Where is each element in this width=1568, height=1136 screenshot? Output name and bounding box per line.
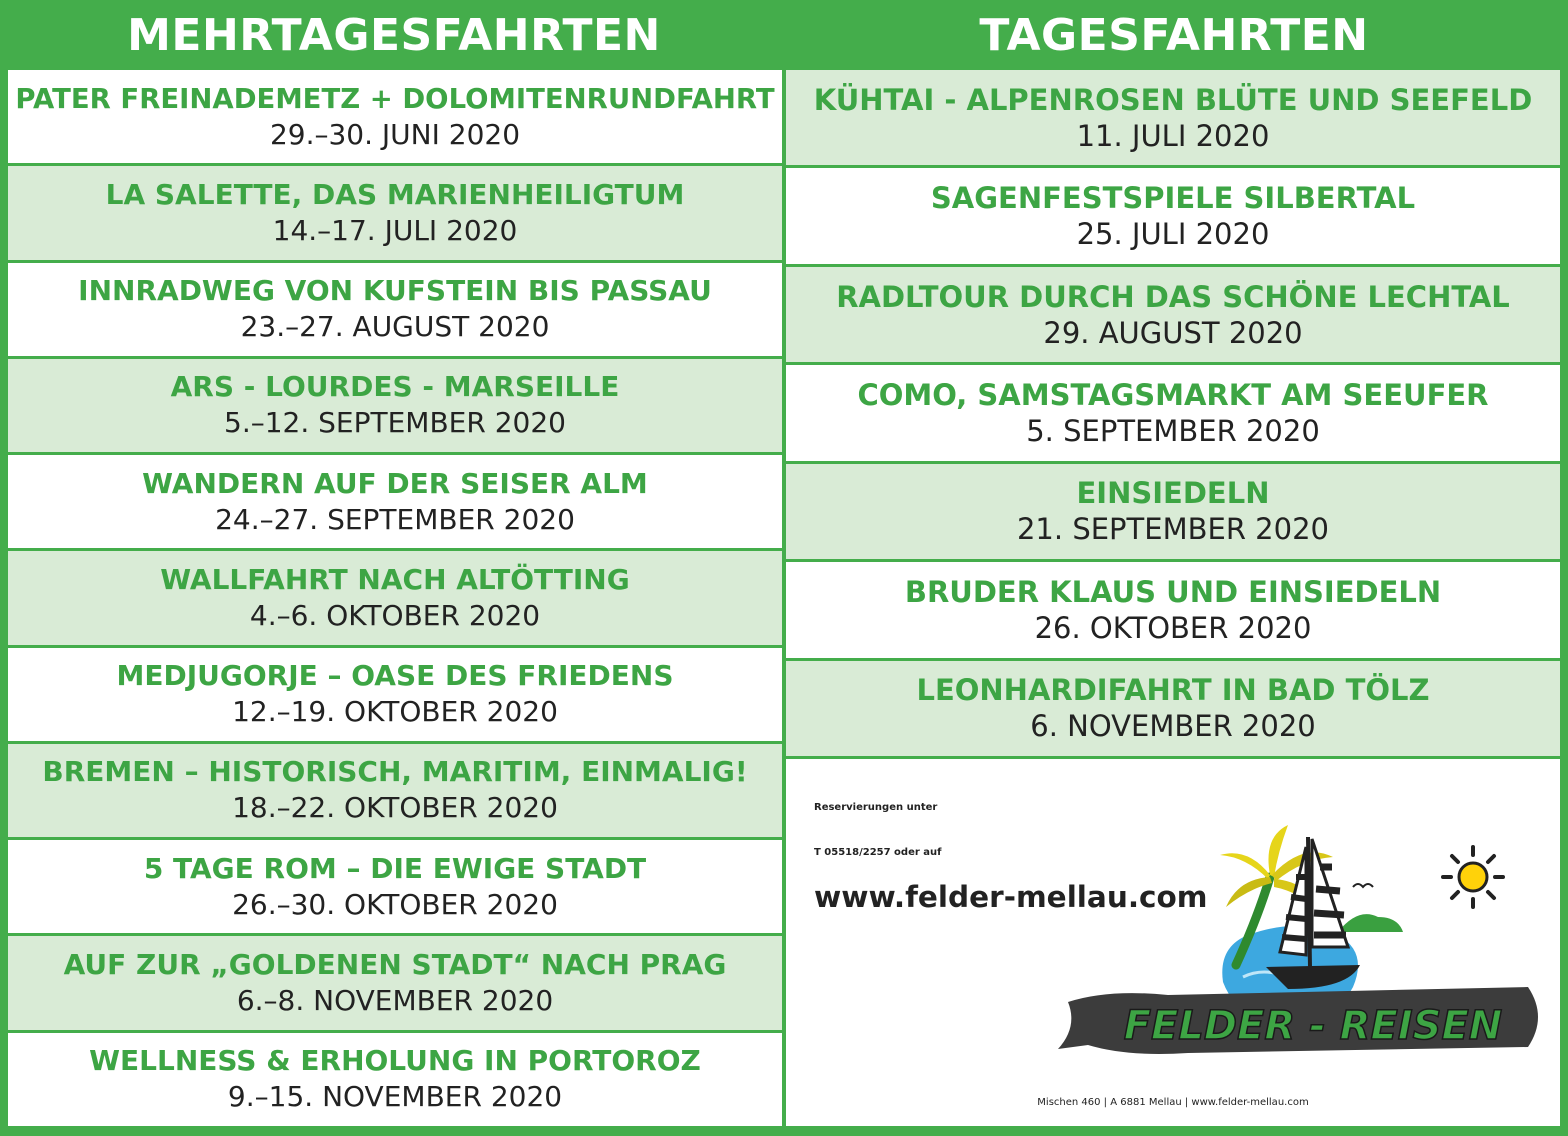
multi-day-trips-list (8, 70, 782, 1126)
trip-date: 6. NOVEMBER 2020 (1030, 709, 1316, 744)
trip-title: BRUDER KLAUS UND EINSIEDELN (904, 574, 1442, 609)
trip-date: 26. OKTOBER 2020 (1034, 610, 1312, 645)
trip-title: ARS - LOURDES - MARSEILLE (170, 370, 620, 404)
trip-title: WANDERN AUF DER SEISER ALM (142, 466, 648, 500)
day-trips-heading: TAGESFAHRTEN (979, 9, 1369, 61)
trip-date: 5. SEPTEMBER 2020 (1026, 413, 1320, 448)
trip-title: KÜHTAI - ALPENROSEN BLÜTE UND SEEFELD (813, 82, 1533, 117)
trip-date: 25. JULI 2020 (1076, 217, 1270, 252)
trip-title: INNRADWEG VON KUFSTEIN BIS PASSAU (78, 274, 712, 308)
day-trip-item (786, 267, 1560, 362)
trip-date: 14.–17. JULI 2020 (272, 213, 518, 247)
trip-title: PATER FREINADEMETZ + DOLOMITENRUNDFAHRT (15, 82, 775, 115)
website-link[interactable]: www.felder-mellau.com (814, 880, 1208, 914)
trip-date: 21. SEPTEMBER 2020 (1016, 512, 1329, 547)
multi-day-trip-item (8, 936, 782, 1029)
day-trip-item (786, 464, 1560, 559)
multi-day-trip-item (8, 1033, 782, 1126)
multi-day-trip-item (8, 166, 782, 259)
multi-day-trip-item (8, 455, 782, 548)
trip-date: 18.–22. OKTOBER 2020 (232, 791, 558, 825)
day-trip-item (786, 168, 1560, 263)
multi-day-trip-item (8, 551, 782, 644)
phone-line: T 05518/2257 oder auf (814, 847, 942, 858)
address-footer: Mischen 460 | A 6881 Mellau | www.felder-mellau.com (1037, 1097, 1309, 1108)
multi-day-trip-item (8, 263, 782, 356)
day-trips-list (786, 70, 1560, 756)
multi-day-trip-item (8, 359, 782, 452)
trip-title: AUF ZUR „GOLDENEN STADT“ NACH PRAG (63, 948, 727, 982)
trip-date: 11. JULI 2020 (1076, 118, 1270, 153)
multi-day-trip-item (8, 70, 782, 163)
trip-date: 12.–19. OKTOBER 2020 (232, 695, 558, 729)
trip-title: RADLTOUR DURCH DAS SCHÖNE LECHTAL (836, 279, 1510, 314)
trip-title: LEONHARDIFAHRT IN BAD TÖLZ (916, 673, 1430, 708)
trip-date: 23.–27. AUGUST 2020 (240, 310, 550, 344)
island-shape (1338, 914, 1403, 932)
trip-title: WALLFAHRT NACH ALTÖTTING (160, 562, 630, 596)
reservation-line: Reservierungen unter (814, 802, 938, 813)
trip-date: 29. AUGUST 2020 (1043, 315, 1303, 350)
trip-title: SAGENFESTSPIELE SILBERTAL (930, 181, 1416, 216)
trip-date: 5.–12. SEPTEMBER 2020 (224, 406, 566, 440)
multi-day-trip-item (8, 744, 782, 837)
day-trip-item (786, 661, 1560, 756)
multi-day-trip-item (8, 648, 782, 741)
sun-icon (1443, 847, 1503, 907)
trip-title: 5 TAGE ROM – DIE EWIGE STADT (143, 851, 647, 885)
trip-title: COMO, SAMSTAGSMARKT AM SEEUFER (857, 377, 1489, 412)
trip-title: WELLNESS & ERHOLUNG IN PORTOROZ (89, 1044, 701, 1078)
felder-reisen-logo (1048, 817, 1548, 1067)
trip-title: BREMEN – HISTORISCH, MARITIM, EINMALIG! (42, 755, 748, 789)
trip-title: EINSIEDELN (1076, 476, 1270, 511)
trip-date: 29.–30. JUNI 2020 (269, 117, 521, 151)
day-trip-item (786, 70, 1560, 165)
bird-icon (1353, 884, 1373, 887)
trip-date: 26.–30. OKTOBER 2020 (232, 887, 558, 921)
trip-title: LA SALETTE, DAS MARIENHEILIGTUM (105, 177, 685, 211)
contact-panel (786, 759, 1560, 1126)
day-trip-item (786, 365, 1560, 460)
trip-date: 6.–8. NOVEMBER 2020 (236, 984, 554, 1018)
multi-day-trip-item (8, 840, 782, 933)
trip-title: MEDJUGORJE – OASE DES FRIEDENS (116, 659, 674, 693)
trip-date: 24.–27. SEPTEMBER 2020 (215, 502, 575, 536)
trip-date: 9.–15. NOVEMBER 2020 (227, 1080, 563, 1114)
logo-text: FELDER - REISEN (1123, 1003, 1503, 1049)
trip-date: 4.–6. OKTOBER 2020 (249, 598, 541, 632)
multi-day-trips-heading: MEHRTAGESFAHRTEN (127, 9, 661, 61)
day-trip-item (786, 562, 1560, 657)
